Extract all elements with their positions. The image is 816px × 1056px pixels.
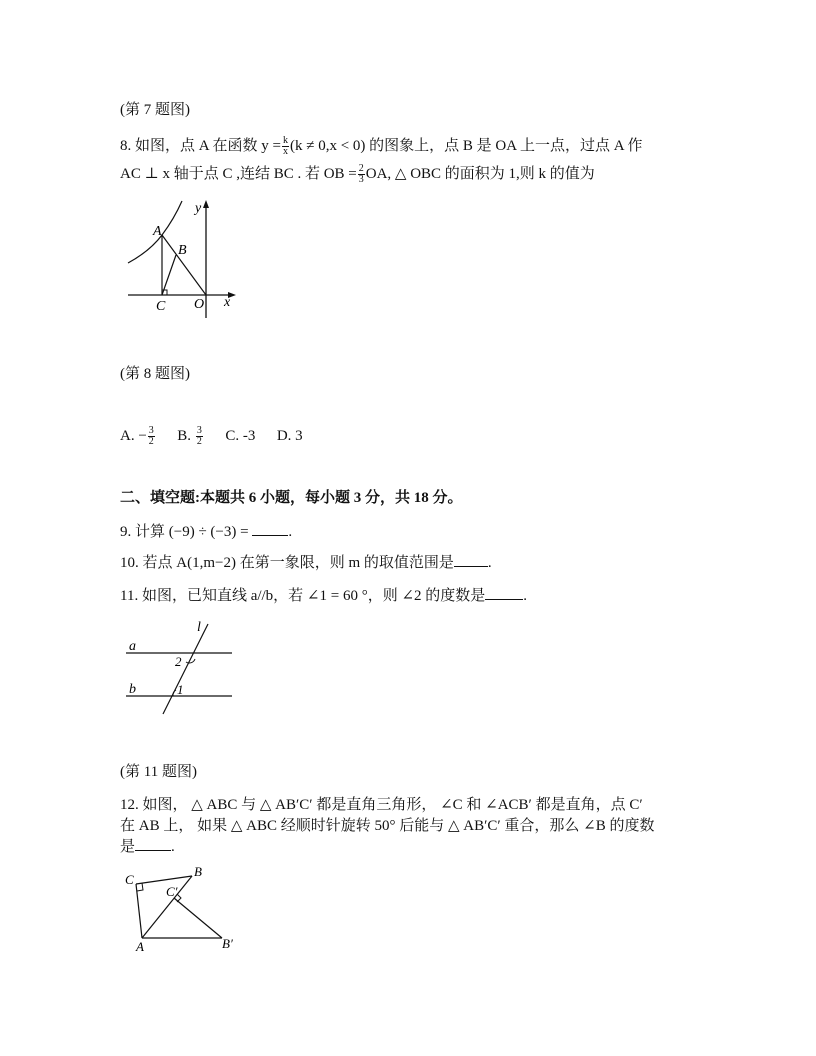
q9-end: . xyxy=(288,524,293,540)
fraction-numerator: 3 xyxy=(196,425,202,436)
q12-text-3: 是 xyxy=(120,839,136,855)
option-b xyxy=(177,425,204,447)
q10-text: 10. 若点 A(1,m−2) 在第一象限，则 m 的取值范围是 xyxy=(120,555,454,571)
option-b-fraction xyxy=(196,426,203,447)
fraction-numerator: 3 xyxy=(148,425,154,436)
q8-text-2b: OA, △ OBC 的面积为 1,则 k 的值为 xyxy=(365,166,595,182)
fraction-k-over-x xyxy=(282,136,289,157)
label-C: C xyxy=(156,299,166,314)
label-a: a xyxy=(129,639,136,654)
q12-end: . xyxy=(171,839,175,855)
answer-blank xyxy=(485,587,523,600)
fraction-denominator: 3 xyxy=(358,174,364,186)
question-12-line-1: 12. 如图， △ ABC 与 △ AB′C′ 都是直角三角形， ∠C 和 ∠ACB′ 都是直角，点 C′ xyxy=(120,797,643,813)
question-9 xyxy=(120,520,292,541)
label-x: x xyxy=(224,295,231,310)
figure-11-caption: (第 11 题图) xyxy=(120,764,197,780)
label-A: A xyxy=(153,224,162,239)
label-C: C xyxy=(125,872,134,887)
option-a-fraction xyxy=(148,426,155,447)
answer-blank xyxy=(454,554,488,567)
label-y: y xyxy=(195,201,202,216)
right-angle-mark-C-prime xyxy=(177,894,181,902)
fraction-two-thirds xyxy=(358,164,365,185)
option-b-prefix: B. xyxy=(177,427,192,444)
option-d: D. 3 xyxy=(276,427,303,444)
label-A: A xyxy=(136,939,144,954)
question-12-line-3 xyxy=(120,835,175,856)
label-B: B xyxy=(178,243,187,258)
option-a xyxy=(120,425,156,447)
transversal-l xyxy=(163,624,208,714)
label-b: b xyxy=(129,682,136,697)
question-11 xyxy=(120,584,527,605)
label-O: O xyxy=(194,297,205,312)
label-B-prime: B′ xyxy=(222,936,233,951)
question-8-line-1 xyxy=(120,134,643,157)
q11-text: 11. 如图，已知直线 a//b，若 ∠1 = 60 °，则 ∠2 的度数是 xyxy=(120,588,486,604)
q8-text-1b: (k ≠ 0,x < 0) 的图象上，点 B 是 OA 上一点，过点 A 作 xyxy=(289,138,643,154)
figure-7-caption: (第 7 题图) xyxy=(120,102,190,118)
figure-8-caption: (第 8 题图) xyxy=(120,366,190,382)
label-C-prime: C′ xyxy=(166,884,178,899)
segment-CB xyxy=(136,876,192,884)
label-l: l xyxy=(197,620,201,635)
question-12-line-2: 在 AB 上， 如果 △ ABC 经顺时针旋转 50° 后能与 △ AB′C′ 重合，那么 ∠B 的度数 xyxy=(120,818,655,834)
question-8-options xyxy=(120,426,303,447)
figure-11-diagram xyxy=(120,618,242,718)
segment-C-prime-B-prime xyxy=(174,898,222,938)
y-axis-arrow xyxy=(203,200,209,208)
answer-blank xyxy=(252,523,288,536)
fraction-denominator: x xyxy=(282,146,288,158)
option-a-prefix: A. − xyxy=(120,427,147,444)
segment-BC xyxy=(162,255,176,295)
label-B: B xyxy=(194,864,202,879)
answer-blank xyxy=(135,838,171,851)
option-c: C. -3 xyxy=(225,427,256,444)
q8-text-1a: 8. 如图，点 A 在函数 y = xyxy=(120,138,281,154)
section-2-heading: 二、填空题:本题共 6 小题，每小题 3 分，共 18 分。 xyxy=(120,490,463,506)
figure-8-diagram xyxy=(120,196,250,320)
label-angle-1: 1 xyxy=(177,682,184,697)
fraction-denominator: 2 xyxy=(148,436,154,447)
q11-end: . xyxy=(523,588,528,604)
angle-1-arc xyxy=(173,690,176,696)
fraction-numerator: k xyxy=(282,135,288,147)
question-8-line-2 xyxy=(120,162,595,185)
fraction-denominator: 2 xyxy=(196,436,202,447)
question-10 xyxy=(120,551,492,572)
figure-12-diagram xyxy=(120,862,246,956)
fraction-numerator: 2 xyxy=(358,163,364,175)
q8-text-2a: AC ⊥ x 轴于点 C ,连结 BC . 若 OB = xyxy=(120,166,357,182)
segment-CA xyxy=(136,884,142,938)
q10-end: . xyxy=(487,555,492,571)
label-angle-2: 2 xyxy=(175,654,182,669)
q9-text: 9. 计算 (−9) ÷ (−3) = xyxy=(120,524,249,540)
